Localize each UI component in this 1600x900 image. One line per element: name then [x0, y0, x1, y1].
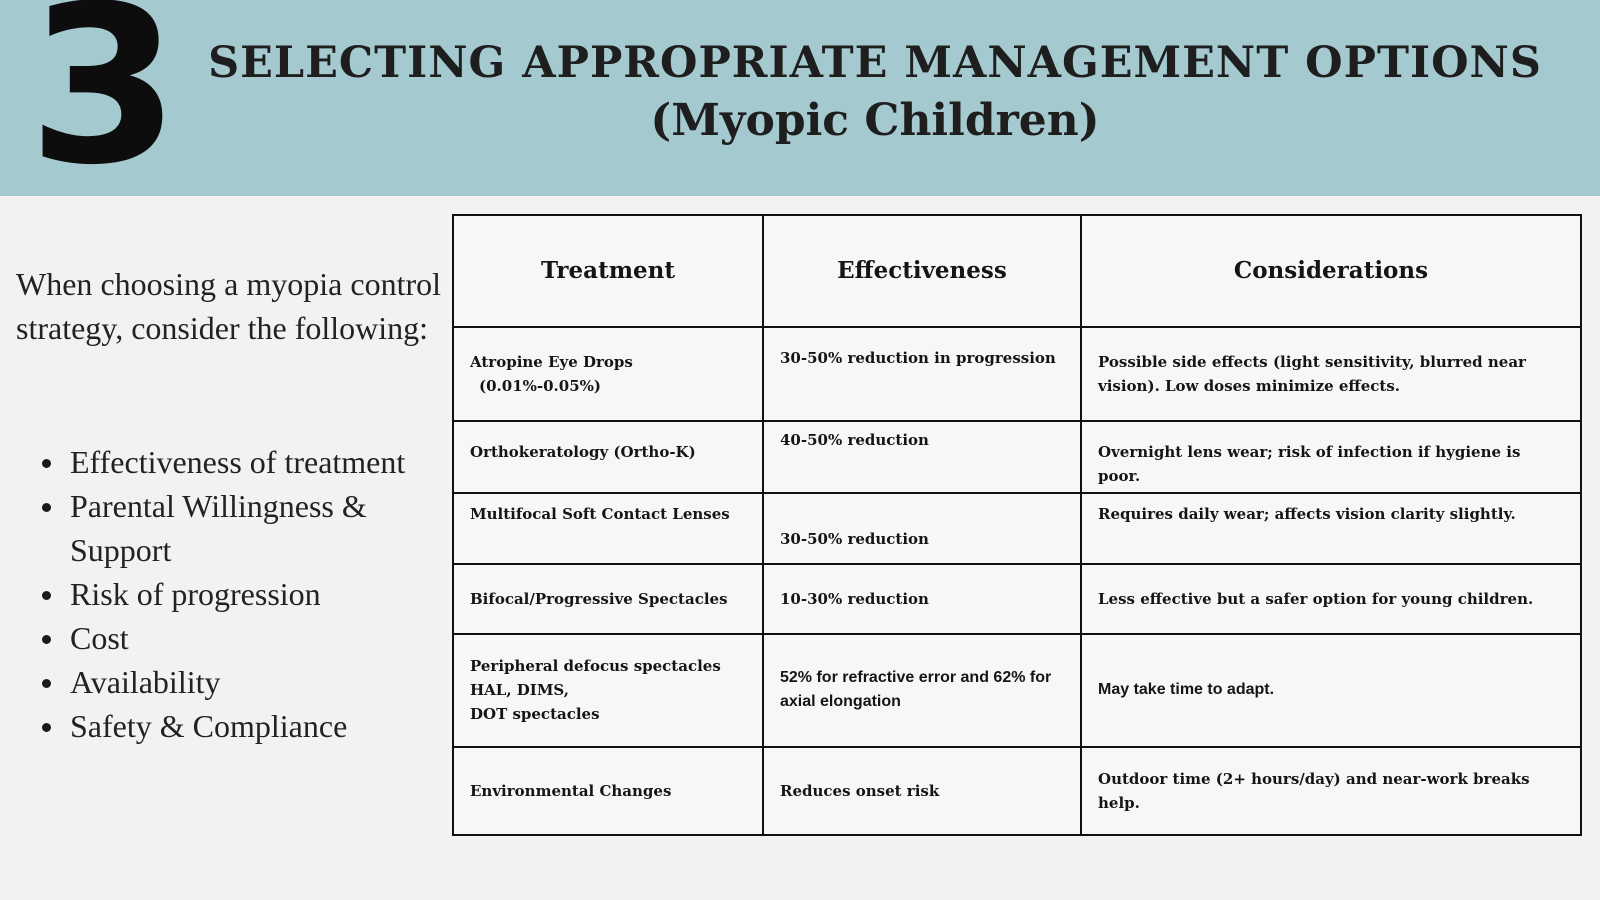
considerations-cell: Outdoor time (2+ hours/day) and near-work breaks help. [1081, 747, 1581, 835]
treatment-cell: Orthokeratology (Ortho-K) [453, 421, 763, 492]
table-row [453, 327, 1581, 421]
factor-item: Safety & Compliance [38, 704, 448, 748]
treatment-cell: Environmental Changes [453, 747, 763, 835]
considerations-cell: Possible side effects (light sensitivity, blurred near vision). Low doses minimize effects. [1081, 327, 1581, 421]
page-title [190, 34, 1560, 150]
effectiveness-cell: 30-50% reduction [763, 493, 1081, 564]
treatment-dose: (0.01%-0.05%) [479, 377, 601, 396]
factors-list [38, 440, 448, 748]
treatment-cell: Multifocal Soft Contact Lenses [453, 493, 763, 564]
effectiveness-cell: 10-30% reduction [763, 564, 1081, 634]
treatment-name: Peripheral defocus spectacles [470, 657, 721, 676]
effectiveness-cell: 40-50% reduction [763, 421, 1081, 492]
table-row [453, 747, 1581, 835]
table-row [453, 564, 1581, 634]
treatment-table-container [452, 214, 1582, 836]
effectiveness-cell: Reduces onset risk [763, 747, 1081, 835]
treatment-cell [453, 634, 763, 746]
treatment-name: Atropine Eye Drops [470, 353, 633, 372]
table-row [453, 421, 1581, 492]
treatment-cell [453, 327, 763, 421]
treatment-table [452, 214, 1582, 836]
treatment-types: HAL, DIMS, [470, 681, 569, 700]
factor-item: Risk of progression [38, 572, 448, 616]
effectiveness-cell: 52% for refractive error and 62% for axial elongation [763, 634, 1081, 746]
treatment-cell: Bifocal/Progressive Spectacles [453, 564, 763, 634]
factor-item: Cost [38, 616, 448, 660]
title-line-2: (Myopic Children) [650, 95, 1100, 146]
header-considerations: Considerations [1081, 215, 1581, 327]
header-banner [0, 0, 1600, 213]
section-number: 3 [28, 0, 176, 213]
factor-item: Parental Willingness & Support [38, 484, 448, 572]
header-effectiveness: Effectiveness [763, 215, 1081, 327]
considerations-cell: Requires daily wear; affects vision clarity slightly. [1081, 493, 1581, 564]
considerations-cell: Less effective but a safer option for young children. [1081, 564, 1581, 634]
table-row [453, 634, 1581, 746]
considerations-cell: Overnight lens wear; risk of infection if hygiene is poor. [1081, 421, 1581, 492]
considerations-cell: May take time to adapt. [1081, 634, 1581, 746]
table-row [453, 493, 1581, 564]
table-header-row [453, 215, 1581, 327]
treatment-types-cont: DOT spectacles [470, 705, 600, 724]
factor-item: Availability [38, 660, 448, 704]
factor-item: Effectiveness of treatment [38, 440, 448, 484]
title-line-1: SELECTING APPROPRIATE MANAGEMENT OPTIONS [208, 38, 1542, 88]
intro-text: When choosing a myopia control strategy, consider the following: [16, 266, 441, 346]
effectiveness-cell: 30-50% reduction in progression [763, 327, 1081, 421]
header-treatment: Treatment [453, 215, 763, 327]
